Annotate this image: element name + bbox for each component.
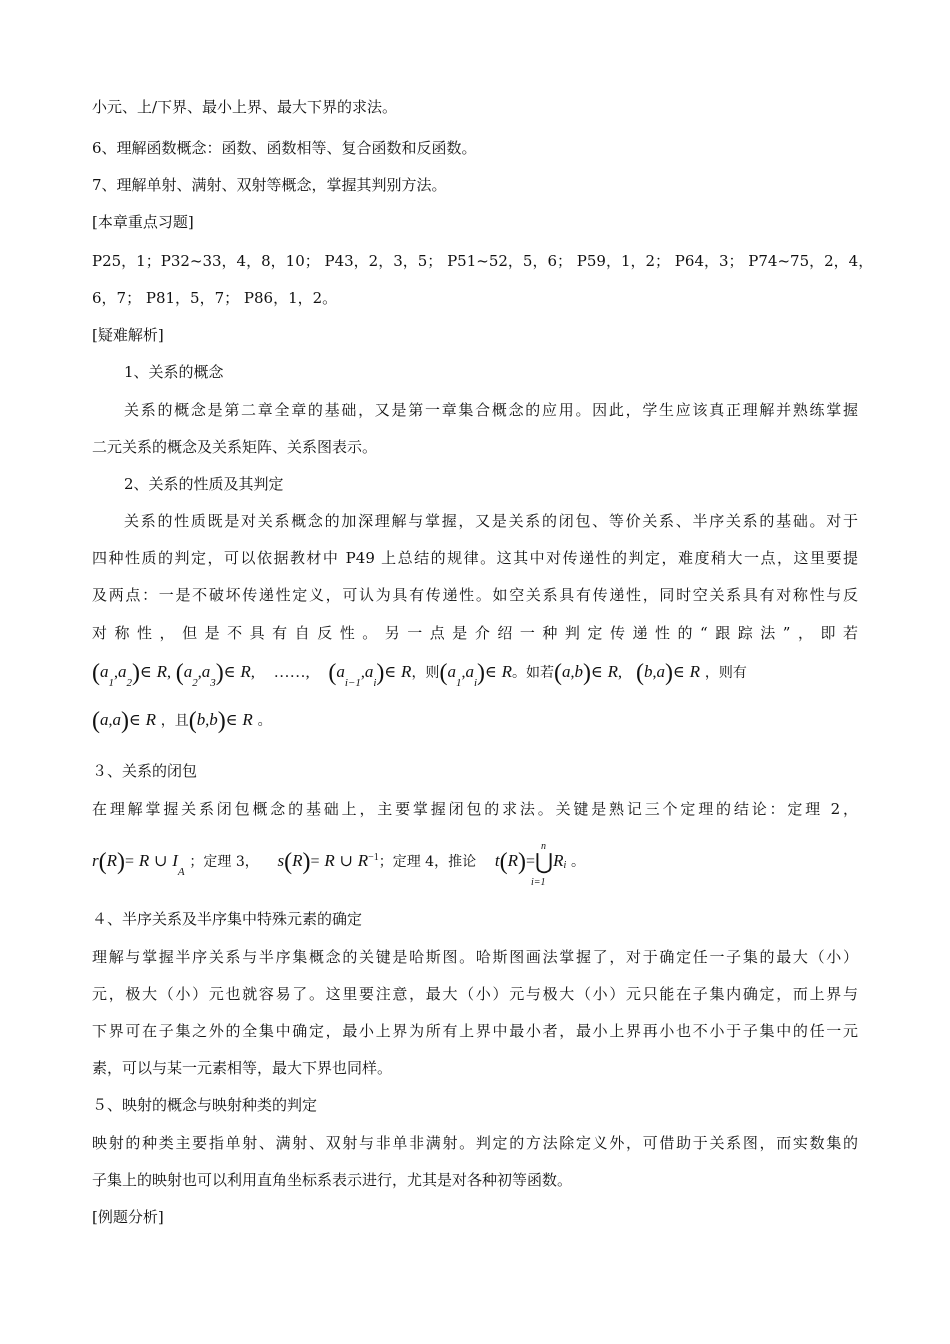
paragraph-line: 关系的概念是第二章全章的基础，又是第一章集合概念的应用。因此，学生应该真正理解并熟练掌握: [124, 401, 858, 419]
subsection-title: ４、半序关系及半序集中特殊元素的确定: [92, 910, 363, 928]
subsection-title: 2、关系的性质及其判定: [124, 475, 284, 493]
paragraph-line: 对称性，但是不具有自反性。另一点是介绍一种判定传递性的“跟踪法”，即若: [92, 624, 858, 642]
big-union: ⋃ n i=1: [531, 841, 554, 888]
formula-line: (a,a)∈ R ，且(b,b)∈ R 。: [92, 708, 272, 734]
paragraph-line: 在理解掌握关系闭包概念的基础上，主要掌握闭包的求法。关键是熟记三个定理的结论：定理 2，: [92, 800, 858, 818]
text-line: 小元、上/下界、最小上界、最大下界的求法。: [92, 98, 398, 116]
formula-line: $(a_1,a_2)\in$ R, $(a_2,a_3)\in$ R, ……, $(a_{i-1},a_i)\in$ R，则$(a_1,a_i)\in$ R。如若(a,b)∈ R, (b,a)∈ R ，则有: [92, 660, 747, 689]
text-line: 7、理解单射、满射、双射等概念，掌握其判别方法。: [92, 176, 447, 194]
paragraph-line: 二元关系的概念及关系矩阵、关系图表示。: [92, 438, 378, 456]
paragraph-line: 关系的性质既是对关系概念的加深理解与掌握，又是关系的闭包、等价关系、半序关系的基础。对于: [124, 512, 858, 530]
subsection-title: ３、关系的闭包: [92, 762, 198, 780]
section-heading: [疑难解析]: [92, 326, 164, 344]
text-line: 6、理解函数概念：函数、函数相等、复合函数和反函数。: [92, 139, 477, 157]
paragraph-line: 元，极大（小）元也就容易了。这里要注意，最大（小）元与极大（小）元只能在子集内确定，而上界与: [92, 985, 858, 1003]
section-heading: [例题分析]: [92, 1208, 164, 1226]
exercise-list: P25，1；P32~33，4，8，10； P43，2，3，5； P51~52，5，6； P59，1，2； P64，3； P74~75，2，4，: [92, 252, 874, 270]
paragraph-line: 子集上的映射也可以利用直角坐标系表示进行，尤其是对各种初等函数。: [92, 1171, 573, 1189]
paragraph-line: 素，可以与某一元素相等，最大下界也同样。: [92, 1059, 393, 1077]
paragraph-line: 及两点：一是不破坏传递性定义，可认为具有传递性。如空关系具有传递性，同时空关系具有对称性与反: [92, 586, 858, 604]
paragraph-line: 四种性质的判定，可以依据教材中 P49 上总结的规律。这其中对传递性的判定，难度稍大一点，这里要提: [92, 549, 858, 567]
formula-line: r(R)= R ∪ $I_A$ ；定理 3， s(R)= R ∪ $R^{-1}$；定理 4，推论 t(R)=⋃ n i=1 $R_i$ 。: [92, 841, 586, 888]
section-heading: [本章重点习题]: [92, 213, 194, 231]
paragraph-line: 映射的种类主要指单射、满射、双射与非单非满射。判定的方法除定义外，可借助于关系图，而实数集的: [92, 1134, 858, 1152]
subsection-title: 1、关系的概念: [124, 363, 224, 381]
paragraph-line: 理解与掌握半序关系与半序集概念的关键是哈斯图。哈斯图画法掌握了，对于确定任一子集的最大（小）: [92, 948, 858, 966]
paragraph-line: 下界可在子集之外的全集中确定，最小上界为所有上界中最小者，最小上界再小也不小于子集中的任一元: [92, 1022, 858, 1040]
exercise-list: 6，7； P81，5，7； P86，1，2。: [92, 289, 338, 307]
subsection-title: ５、映射的概念与映射种类的判定: [92, 1096, 318, 1114]
